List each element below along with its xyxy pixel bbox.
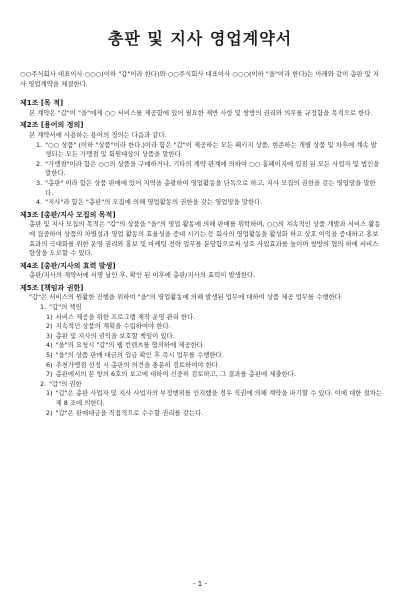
item-number: 4) [46, 341, 53, 350]
document-title: 총판 및 지사 영업계약서 [107, 29, 293, 48]
item-text: "○○ 상품" (이하 "상품"이라 한다.)이라 함은 "갑"이 제공하는 모든 패키지 상품, 현존하는 개별 상품 및 차후에 계속 발생되는 모든 가맹점 및 회원대상의 상품을 말한다. [45, 140, 377, 159]
article-3-body: 총판 및 지사 모집의 목적은 "갑"의 상품을 "을"의 영업 활동에 의해 판매를 위탁하며, ○○의 지속적인 상품 개발과 서비스 활동에 집중하여 상품의 차별성과 영업 활동의 효율성을 증대 시키는 등 회사의 영업활동을 활성화 하고 상호 이익을 증대하고 홍보효과의 극대화를 위한 운영 권리와 홍보 및 마케팅 전략 업무를 분담함으로써 상호 사업효과를 높이며 쌍방의 협의 하에 서비스 향상을 도모할 수 있다. [29, 220, 381, 258]
article-2-item [20, 160, 382, 179]
article-5-section-heading [20, 380, 382, 390]
article-5-body: "갑"은 서비스의 원활한 진행을 위하여 "을"의 영업활동에 의해 발생된 업무에 대하여 상품 제공 업무를 수행한다. [29, 293, 343, 302]
article-5-sub-item [20, 341, 382, 351]
article-5-sub-item [20, 313, 382, 323]
article-5-sub-item [20, 389, 382, 408]
item-text: 총판에서의 본 항의 6호의 보고에 대하여 신중히 검토하고, 그 결과를 총판에 제출한다. [55, 370, 296, 379]
item-text: "가맹점"이라 함은 ○○의 상품을 구매하거나, 기타의 계약 관계에 의하여 ○○ 홈페이지에 입점 된 모든 사업자 및 법인을 말한다. [45, 159, 380, 178]
item-text: "총판" 이라 함은 상품 판매에 있어 지역을 총괄하여 영업활동을 단독으로 하고, 지사 모집의 권한을 갖는 영업망을 말한다. [45, 178, 376, 197]
item-text: 추천가맹점 선정 시 총판의 의견을 충분히 검토하여야 한다. [55, 360, 220, 369]
item-number: 5) [46, 351, 53, 360]
item-text: "지사"라 함은 "총판"의 모집에 의해 영업활동의 권한을 갖는 영업망을 말한다. [45, 198, 263, 207]
item-number: 1) [46, 312, 53, 321]
article-5-sub-item [20, 351, 382, 361]
section-number: 1. [40, 303, 47, 312]
item-number: 6) [46, 360, 53, 369]
article-3-heading: 제3조 [총판/지사 모집의 목적] [20, 210, 116, 219]
article-2-item [20, 198, 382, 208]
item-number: 1. [36, 140, 43, 149]
item-text: "을"의 상품 판매 대금의 입금 확인 후 즉시 업무를 수행한다. [55, 351, 224, 360]
item-text: "갑"은 총판 사업자 및 지사 사업자의 부정행위를 인지했을 경우 직권에 의해 계약을 파기할 수 있다. 이에 대한 절차는 제 8 조에 의한다. [55, 389, 382, 407]
item-number: 2) [46, 322, 53, 331]
article-2-item [20, 141, 382, 160]
article-4-body: 총판/지사의 계약서에 서명 날인 후, 확인 된 이후에 총판/지사의 효력이 발생한다. [29, 271, 256, 280]
item-number: 7) [46, 370, 53, 379]
article-4-heading: 제4조 [총판/지사의 효력 발생] [20, 261, 116, 270]
article-5-sub-item [20, 322, 382, 332]
item-number: 1) [46, 389, 53, 398]
article-2-heading: 제2조 [용어의 정의] [20, 121, 84, 130]
document-body [20, 70, 382, 418]
item-text: 총판 및 지사의 권익을 보호할 책임이 있다. [55, 331, 175, 340]
item-number: 3) [46, 331, 53, 340]
item-number: 4. [36, 198, 43, 207]
section-label: "갑"의 책임 [49, 303, 82, 312]
article-1-body: 본 계약은 "갑"이 "을"에게 ○○ 서비스를 제공함에 있어 필요한 제반 사항 및 쌍방의 권리와 의무를 규정함을 목적으로 한다. [29, 108, 373, 117]
item-text: "갑"은 판매대금을 직접적으로 수수할 권리를 갖는다. [55, 408, 204, 417]
article-5-sub-item [20, 361, 382, 371]
article-2-body: 본 계약서에 사용하는 용어의 정의는 다음과 같다. [29, 130, 167, 139]
article-5-sub-item [20, 409, 382, 419]
item-text: 지속적인 상품의 계획을 수립하여야 한다. [55, 322, 171, 331]
item-number: 2) [46, 408, 53, 417]
article-2-item [20, 179, 382, 198]
intro-paragraph: ○○주식회사 대표이사 ○○○(이하 "갑"이라 한다)와 ○○주식회사 대표이사 ○○○(이하 "을"이라 한다)는 아래와 같이 총판 및 지사 영업계약을 체결한다. [20, 70, 380, 88]
item-number: 3. [36, 178, 43, 187]
item-text: 서비스 제공을 위한 프로그램 제작 운영 관리 한다. [55, 312, 196, 321]
section-label: "갑"의 권한 [49, 379, 82, 388]
section-number: 2. [40, 379, 47, 388]
article-5-sub-item [20, 332, 382, 342]
article-5-sub-item [20, 370, 382, 380]
page-number: - 1 - [193, 580, 207, 588]
item-number: 2. [36, 159, 43, 168]
article-5-section-heading [20, 303, 382, 313]
article-5-heading: 제5조 [책임과 권한] [20, 283, 84, 292]
article-1-heading: 제1조 [목 적] [20, 99, 64, 108]
item-text: "을"의 요청시 "갑"의 웹 컨텐츠를 협의하에 제공한다. [55, 341, 206, 350]
